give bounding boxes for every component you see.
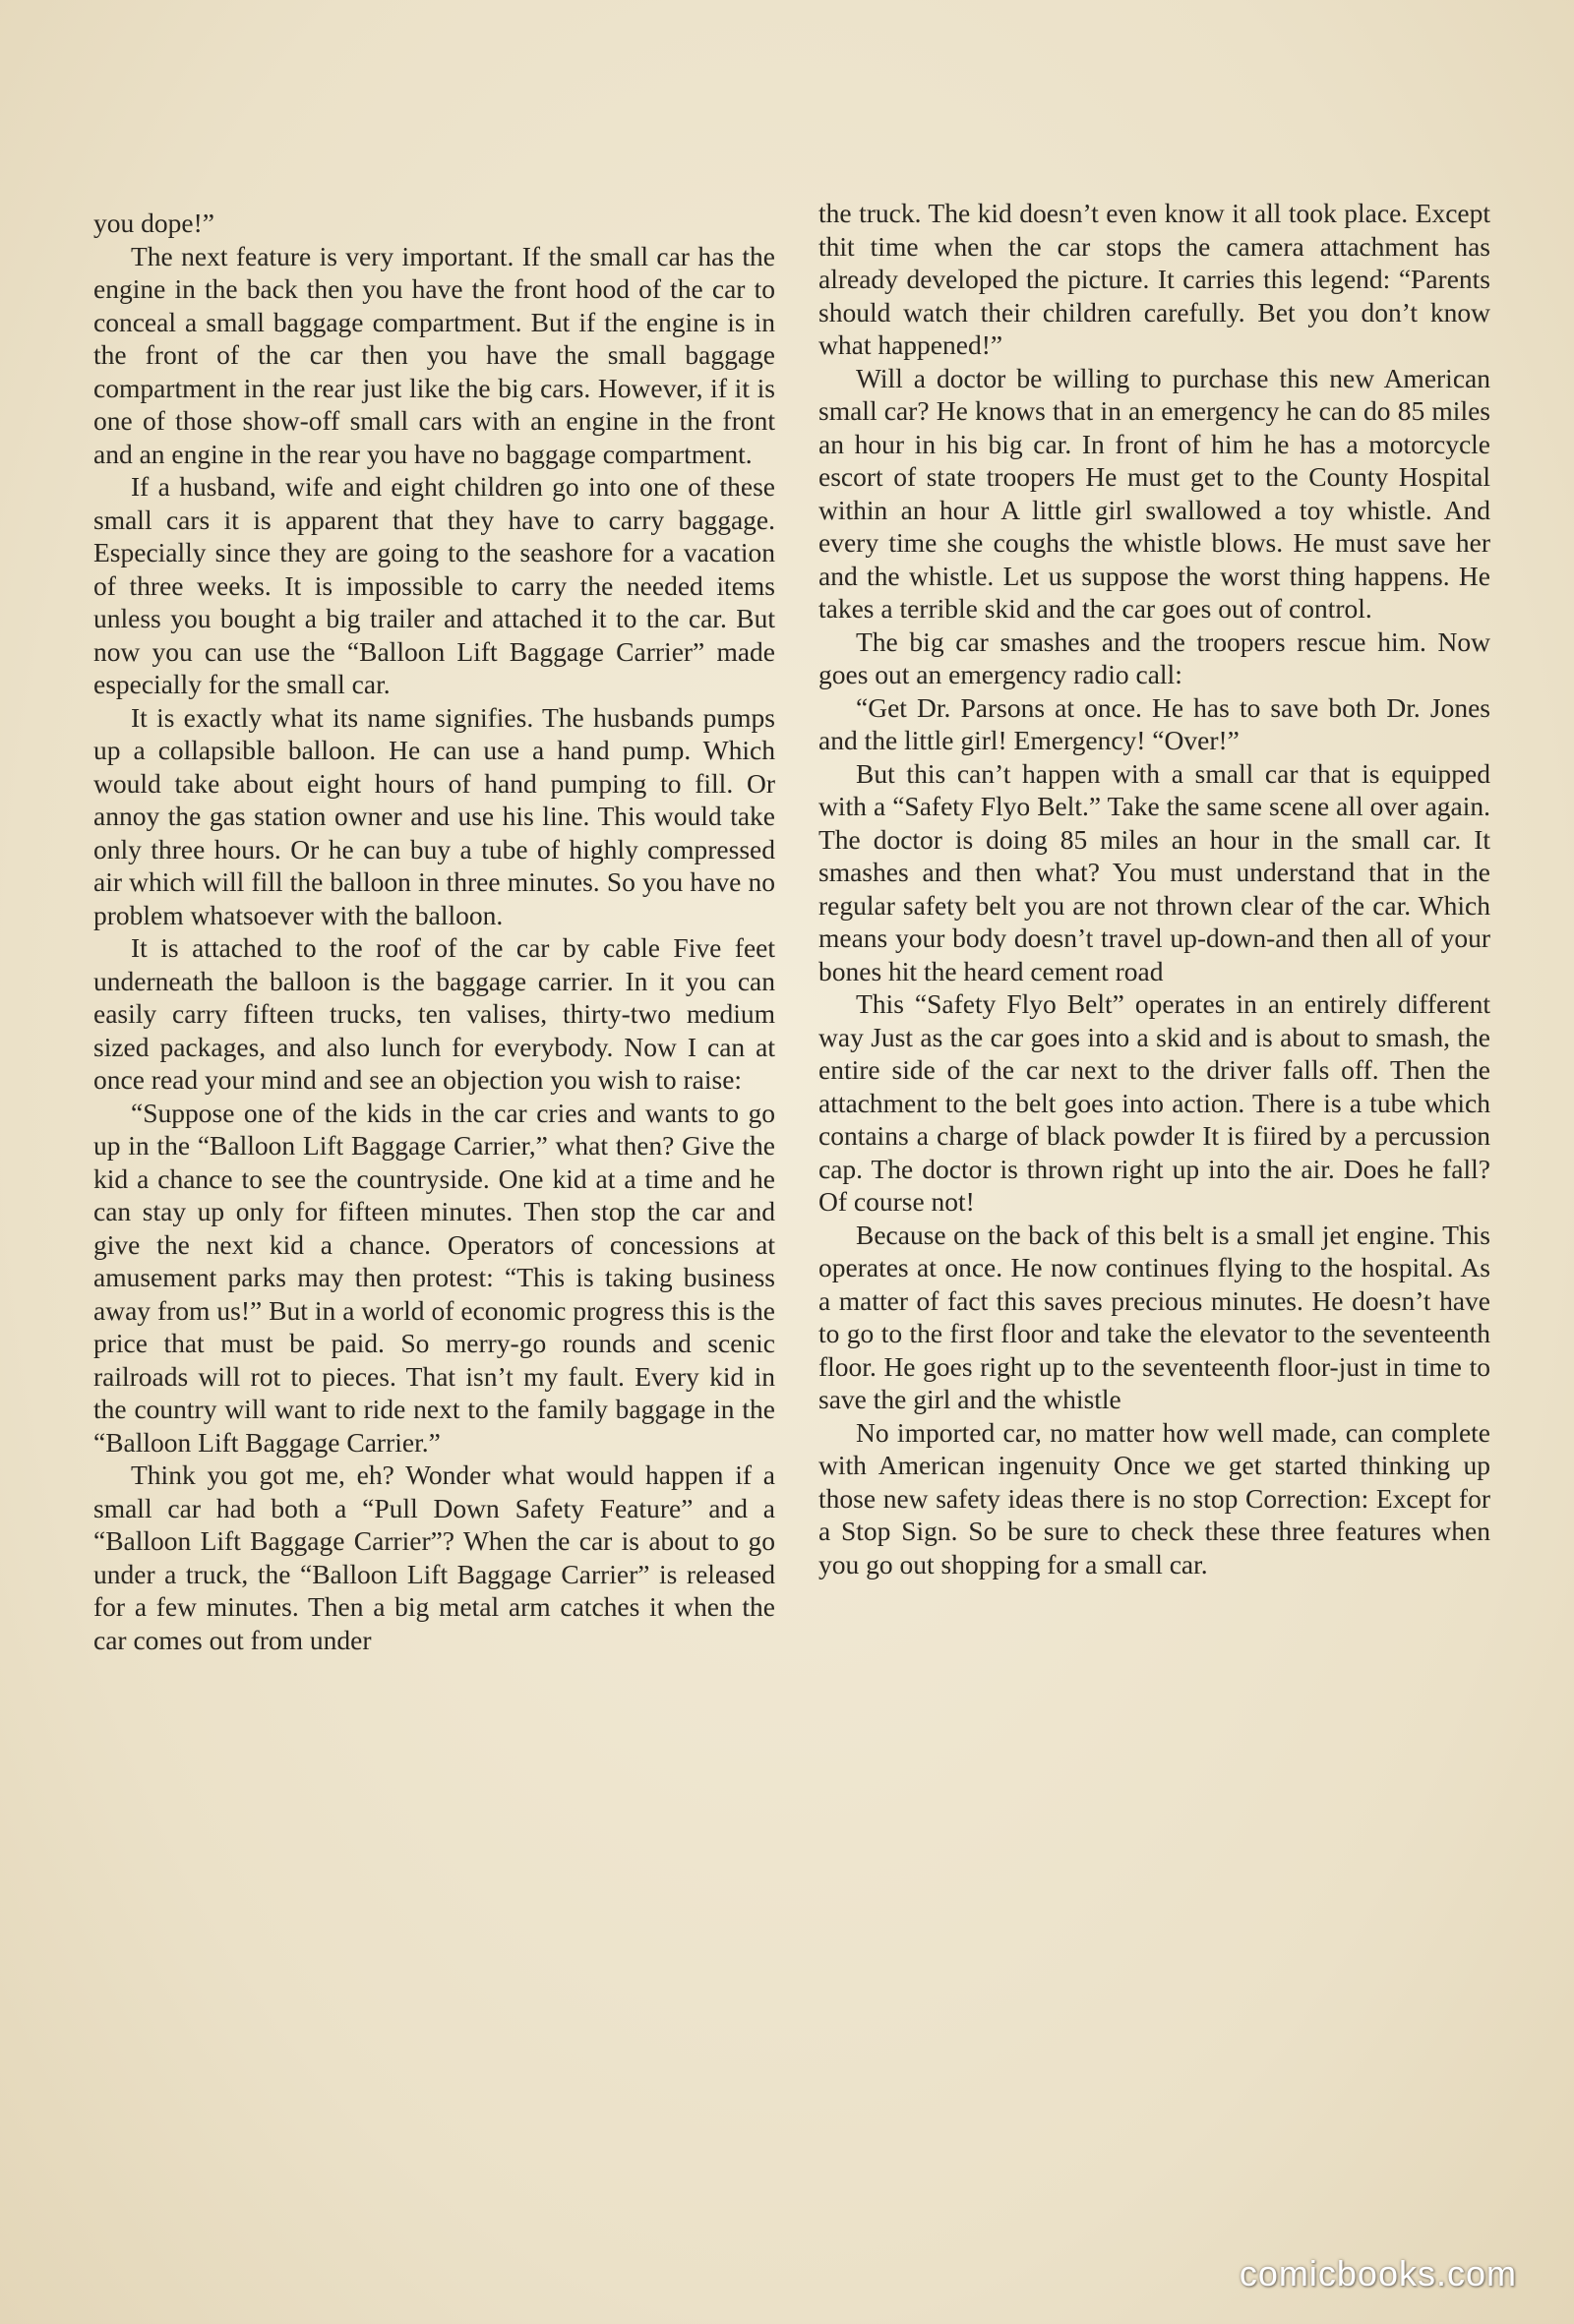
paragraph: “Get Dr. Parsons at once. He has to save both Dr. Jones and the little girl! Emergency! “Over!” [818, 691, 1490, 755]
paragraph: “Suppose one of the kids in the car cries and wants to go up in the “Balloon Lift Baggage Carrier,” what then? Give the kid a chance to see the countryside. One kid at a time and he can stay up only for fifteen minutes. Then stop the car and give the next kid a chance. Operators of concessions at amusement parks may then protest: “This is taking business away from us!” But in a world of economic progress this is the price that must be paid. So merry-go rounds and scenic railroads will rot to pieces. That isn’t my fault. Every kid in the country will want to ride next to the family baggage in the “Balloon Lift Baggage Carrier.” [93, 1097, 775, 1458]
paragraph: Because on the back of this belt is a small jet engine. This operates at once. He now continues flying to the hospital. As a matter of fact this saves precious minutes. He doesn’t have to go to the first floor and take the elevator to the seventeenth floor. He goes right up to the seventeenth floor-just in time to save the girl and the whistle [818, 1219, 1490, 1414]
paragraph: It is attached to the roof of the car by cable Five feet underneath the balloon is the baggage carrier. In it you can easily carry fifteen trucks, ten valises, thirty-two medium sized packages, and also lunch for everybody. Now I can at once read your mind and see an objection you wish to raise: [93, 932, 775, 1095]
paragraph: Think you got me, eh? Wonder what would happen if a small car had both a “Pull Down Safety Feature” and a “Balloon Lift Baggage Carrier”? When the car is about to go under a truck, the “Balloon Lift Baggage Carrier” is released for a few minutes. Then a big metal arm catches it when the car comes out from under [93, 1460, 775, 1655]
paragraph: No imported car, no matter how well made, can complete with American ingenuity Once we get started thinking up those new safety ideas there is no stop Correction: Except for a Stop Sign. So be sure to check these three features when you go out shopping for a small car. [818, 1416, 1490, 1579]
right-text-column [818, 197, 1490, 1580]
paragraph: But this can’t happen with a small car that is equipped with a “Safety Flyo Belt.” Take the same scene all over again. The doctor is doing 85 miles an hour in the small car. It smashes and then what? You must understand that in the regular safety belt you are not thrown clear of the car. Which means your body doesn’t travel up-down-and then all of your bones hit the heard cement road [818, 757, 1490, 986]
paragraph: If a husband, wife and eight children go into one of these small cars it is apparent that they have to carry baggage. Especially since they are going to the seashore for a vacation of three weeks. It is impossible to carry the needed items unless you bought a big trailer and attached it to the car. But now you can use the “Balloon Lift Baggage Carrier” made especially for the small car. [93, 471, 775, 699]
paragraph: The big car smashes and the troopers rescue him. Now goes out an emergency radio call: [818, 626, 1490, 689]
left-text-column [93, 207, 775, 1656]
paragraph: The next feature is very important. If the small car has the engine in the back then you have the front hood of the car to conceal a small baggage compartment. But if the engine is in the front of the car then you have the small baggage compartment in the rear just like the big cars. However, if it is one of those show-off small cars with an engine in the front and an engine in the rear you have no baggage compartment. [93, 240, 775, 469]
paragraph: It is exactly what its name signifies. The husbands pumps up a collapsible balloon. He can use a hand pump. Which would take about eight hours of hand pumping to fill. Or annoy the gas station owner and use his line. This would take only three hours. Or he can buy a tube of highly compressed air which will fill the balloon in three minutes. So you have no problem whatsoever with the balloon. [93, 701, 775, 930]
site-watermark: comicbooks.com [1239, 2253, 1517, 2294]
paragraph: the truck. The kid doesn’t even know it all took place. Except thit time when the car stops the camera attachment has already developed the picture. It carries this legend: “Parents should watch their children carefully. Bet you don’t know what happened!” [818, 198, 1490, 360]
paragraph: you dope!” [93, 208, 214, 238]
paragraph: This “Safety Flyo Belt” operates in an entirely different way Just as the car goes into a skid and is about to smash, the entire side of the car next to the driver falls off. Then the attachment to the belt goes into action. There is a tube which contains a charge of black powder It is fiired by a percussion cap. The doctor is thrown right up into the air. Does he fall? Of course not! [818, 988, 1490, 1217]
paragraph: Will a doctor be willing to purchase this new American small car? He knows that in an emergency he can do 85 miles an hour in his big car. In front of him he has a motorcycle escort of state troopers He must get to the County Hospital within an hour A little girl swallowed a toy whistle. And every time she coughs the whistle blows. He must save her and the whistle. Let us suppose the worst thing happens. He takes a terrible skid and the car goes out of control. [818, 362, 1490, 624]
